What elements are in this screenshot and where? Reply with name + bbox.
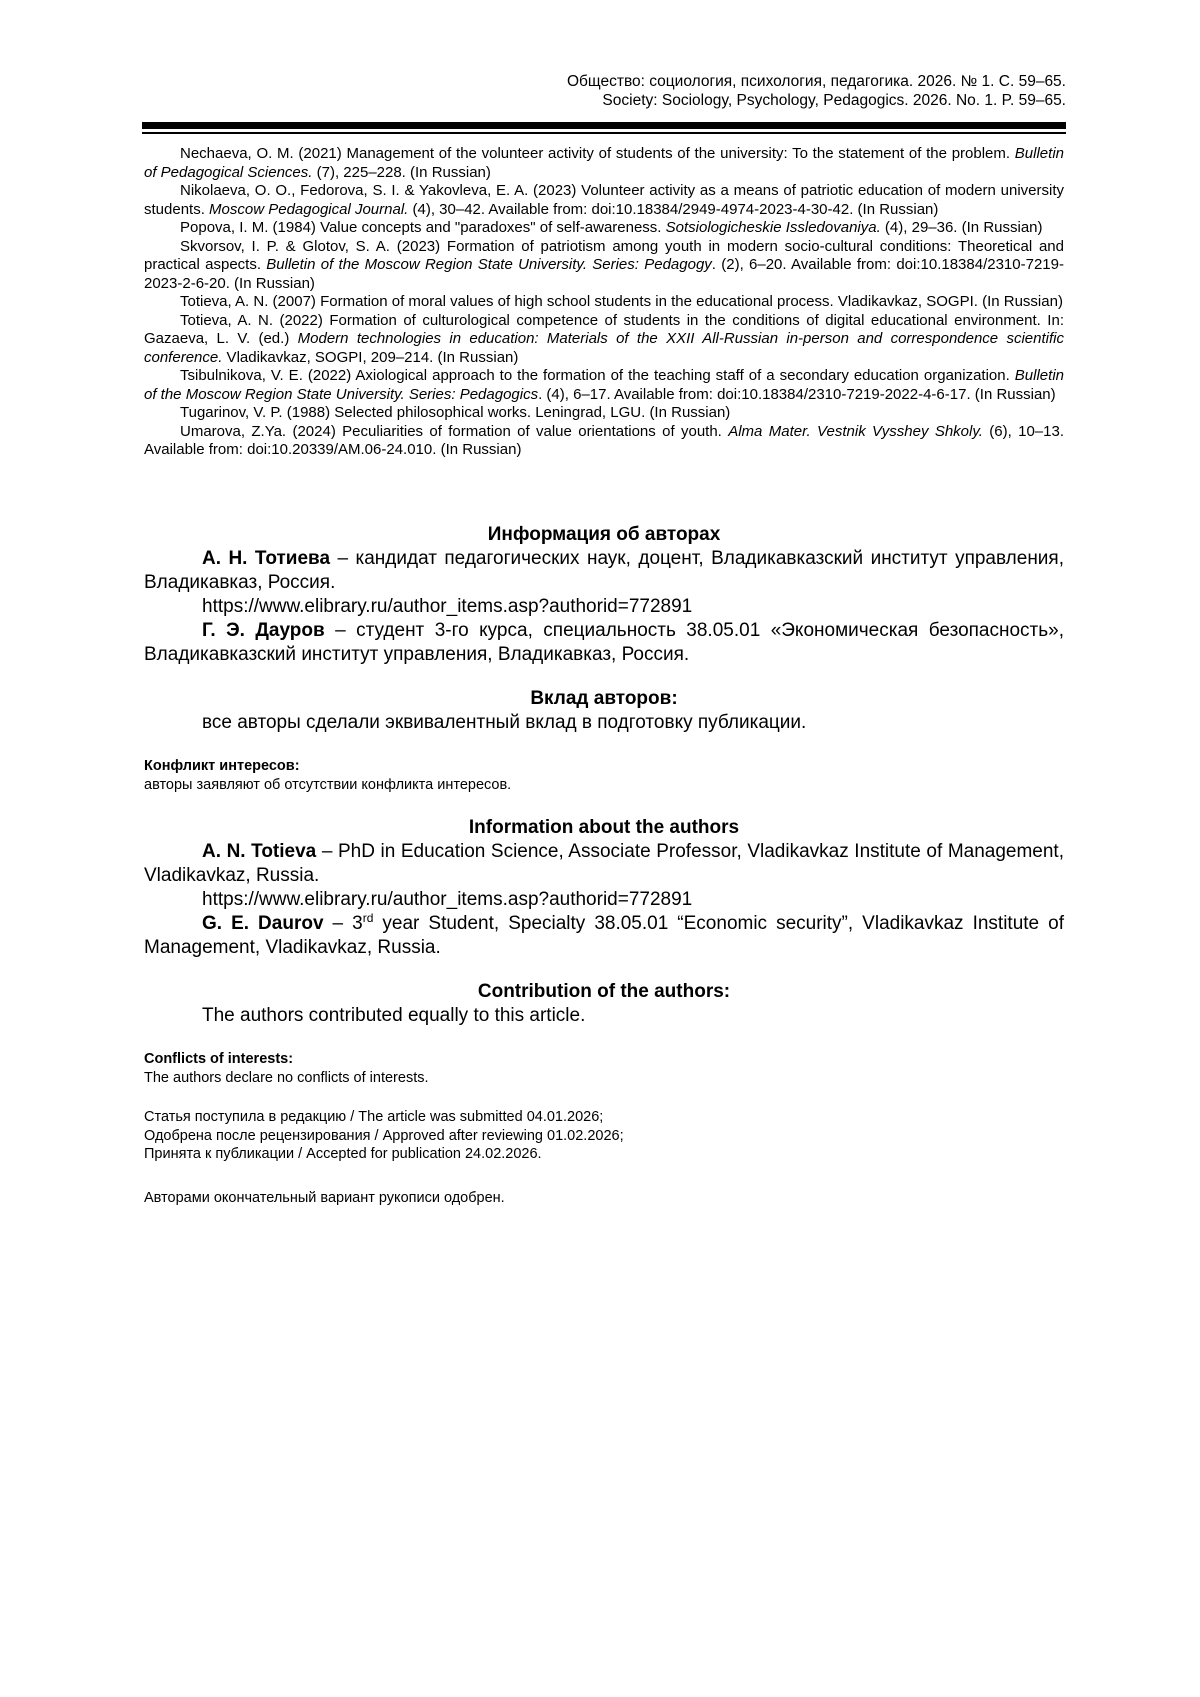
conflict-ru bbox=[144, 757, 1064, 794]
date-approved: Одобрена после рецензирования / Approved after reviewing 01.02.2026; bbox=[144, 1127, 624, 1144]
author-2-ru: Г. Э. Дауров – студент 3-го курса, специальность 38.05.01 «Экономическая безопасность», Владикавказский институт управления, Владикавказ, Россия. bbox=[144, 620, 1064, 665]
author-1-ru: А. Н. Тотиева – кандидат педагогических наук, доцент, Владикавказский институт управления, Владикавказ, Россия. bbox=[144, 548, 1064, 593]
reference-item: Totieva, A. N. (2007) Formation of moral values of high school students in the educational process. Vladikavkaz, SOGPI. (In Russian) bbox=[180, 293, 1063, 310]
date-accepted: Принята к публикации / Accepted for publication 24.02.2026. bbox=[144, 1146, 542, 1162]
reference-item: Totieva, A. N. (2022) Formation of culturological competence of students in the conditions of digital educational environment. In: Gazaeva, L. V. (ed.) Modern technologies in education: Materials of the XXII All-Russian in-person and correspondence scientific conference. Vladikavkaz, SOGPI, 209–214. (In Russian) bbox=[144, 311, 1064, 366]
author-1-ru-url[interactable]: https://www.elibrary.ru/author_items.asp?authorid=772891 bbox=[202, 596, 693, 617]
date-submitted: Статья поступила в редакцию / The article was submitted 04.01.2026; bbox=[144, 1109, 604, 1125]
contribution-ru-text: все авторы сделали эквивалентный вклад в подготовку публикации. bbox=[202, 712, 807, 733]
contribution-en bbox=[144, 979, 1064, 1028]
header-rule-thin bbox=[142, 132, 1066, 134]
running-header bbox=[567, 72, 1066, 110]
conflict-en bbox=[144, 1050, 1064, 1087]
author-2-en: G. E. Daurov – 3rd year Student, Specialty 38.05.01 “Economic security”, Vladikavkaz Institute of Management, Vladikavkaz, Russia. bbox=[144, 911, 1064, 958]
reference-item: Umarova, Z.Ya. (2024) Peculiarities of formation of value orientations of youth. Alma Mater. Vestnik Vysshey Shkoly. (6), 10–13. Available from: doi:10.20339/AM.06-24.010. (In Russian) bbox=[144, 422, 1064, 458]
authors-info-en bbox=[144, 815, 1064, 960]
contribution-ru bbox=[144, 686, 1064, 735]
conflict-en-label: Conflicts of interests: bbox=[144, 1051, 294, 1067]
authors-info-en-title: Information about the authors bbox=[468, 817, 740, 838]
final-note-text: Авторами окончательный вариант рукописи одобрен. bbox=[144, 1190, 505, 1206]
conflict-ru-label: Конфликт интересов: bbox=[144, 758, 300, 774]
author-1-en-url[interactable]: https://www.elibrary.ru/author_items.asp?authorid=772891 bbox=[202, 889, 693, 910]
header-line-en: Society: Sociology, Psychology, Pedagogics. 2026. No. 1. P. 59–65. bbox=[602, 92, 1066, 109]
reference-list bbox=[144, 145, 1064, 460]
author-1-en: A. N. Totieva – PhD in Education Science, Associate Professor, Vladikavkaz Institute of Management, Vladikavkaz, Russia. bbox=[144, 841, 1064, 886]
reference-item: Tugarinov, V. P. (1988) Selected philosophical works. Leningrad, LGU. (In Russian) bbox=[180, 404, 731, 421]
authors-info-ru bbox=[144, 522, 1064, 667]
reference-item: Skvorsov, I. P. & Glotov, S. A. (2023) Formation of patriotism among youth in modern socio-cultural conditions: Theoretical and practical aspects. Bulletin of the Moscow Region State University. Series: Pedagogy. (2), 6–20. Available from: doi:10.18384/2310-7219-2023-2-6-20. (In Russian) bbox=[144, 237, 1064, 292]
conflict-ru-text: авторы заявляют об отсутствии конфликта интересов. bbox=[144, 776, 512, 793]
reference-item: Tsibulnikova, V. E. (2022) Axiological approach to the formation of the teaching staff of a secondary education organization. Bulletin of the Moscow Region State University. Series: Pedagogics. (4), 6–17. Available from: doi:10.18384/2310-7219-2022-4-6-17. (In Russian) bbox=[144, 367, 1064, 403]
contribution-en-text: The authors contributed equally to this article. bbox=[202, 1005, 586, 1026]
header-rule-thick bbox=[142, 122, 1066, 129]
reference-item: Popova, I. M. (1984) Value concepts and "paradoxes" of self-awareness. Sotsiologicheskie Issledovaniya. (4), 29–36. (In Russian) bbox=[180, 219, 1043, 236]
contribution-ru-title: Вклад авторов: bbox=[530, 688, 678, 709]
header-line-ru: Общество: социология, психология, педагогика. 2026. № 1. С. 59–65. bbox=[566, 73, 1066, 90]
contribution-en-title: Contribution of the authors: bbox=[477, 981, 731, 1002]
final-note bbox=[144, 1189, 1064, 1208]
reference-item: Nechaeva, O. M. (2021) Management of the volunteer activity of students of the university: To the statement of the problem. Bulletin of Pedagogical Sciences. (7), 225–228. (In Russian) bbox=[144, 145, 1064, 181]
reference-item: Nikolaeva, O. O., Fedorova, S. I. & Yakovleva, E. A. (2023) Volunteer activity as a means of patriotic education of modern university students. Moscow Pedagogical Journal. (4), 30–42. Available from: doi:10.18384/2949-4974-2023-4-30-42. (In Russian) bbox=[144, 182, 1064, 218]
conflict-en-text: The authors declare no conflicts of interests. bbox=[144, 1069, 429, 1086]
article-dates bbox=[144, 1108, 1064, 1164]
authors-info-ru-title: Информация об авторах bbox=[487, 524, 721, 545]
